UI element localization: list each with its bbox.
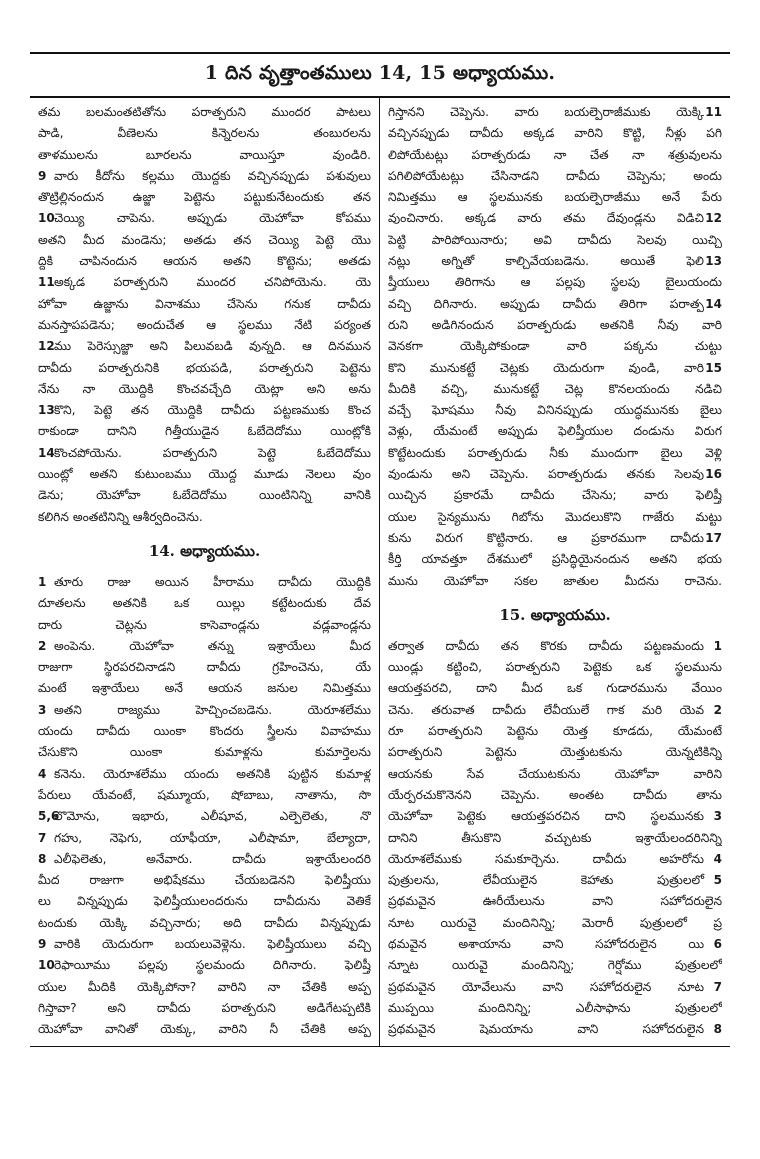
line-text: నట్లు అగ్నితో కాల్చివేయబడెను. అయితే ఫెలి: [388, 254, 704, 269]
text-line: [388, 700, 722, 721]
line-text: గహు, నెఫెగు, యాఫీయా, ఎలీషామా, బేల్యాదా,: [54, 830, 371, 845]
verse-number: 11: [38, 275, 55, 290]
line-text: రెఫాయీము పల్లపు స్థలమందు దిగినారు. ఫెలిష్తీ: [54, 958, 371, 973]
line-text: లిపోయేటట్లు పరాత్పరుడు నా చేత నా శత్రువులను: [388, 147, 722, 162]
line-text: కలిగిన అంతటినిన్ని ఆశీర్వదించెను.: [38, 509, 203, 524]
text-line: [38, 849, 371, 870]
text-line: [38, 593, 371, 614]
line-text: ఆయనకు సేవ చేయుటకును యెహోవా వారిని: [388, 766, 722, 781]
verse-number: 5,6: [38, 809, 60, 824]
text-line: [388, 549, 722, 570]
page: [30, 0, 730, 1047]
right-block-1: [388, 102, 722, 592]
line-text: న్నూట యిరువై మందినిన్ని; గెర్షోము పుత్రులలో: [388, 958, 722, 973]
line-text: యెహోవా పెట్టెకు ఆయత్తపరచిన దాని స్థలమునకు: [388, 809, 704, 824]
chapter-15-heading: 15. అధ్యాయము.: [499, 605, 611, 624]
text-line: [388, 294, 722, 315]
verse-number: 7: [38, 830, 47, 845]
line-text: దావీదు పరాత్పరునికి భయపడి, పరాత్పరుని పెట్టెను: [38, 360, 371, 375]
line-text: లు విన్నప్పుడు ఫెలిష్తీయులందరును దావీదును వెతికే: [38, 894, 371, 909]
line-text: రాజుగా స్థిరపరచినాడని దావీదు గ్రహించెను, యే: [38, 660, 371, 675]
text-line: [38, 913, 371, 934]
text-line: [38, 485, 371, 506]
line-text: వచ్చినప్పుడు దావీదు అక్కడ వారిని కొట్టి, నీళ్లు పగి: [388, 126, 722, 141]
line-text: యెరూశలేముకు సమకూర్చెను. దావీదు అహరోను: [388, 851, 704, 866]
text-line: [38, 828, 371, 849]
verse-number: 1: [38, 574, 47, 589]
left-column: [30, 98, 380, 1046]
chapter-14-heading: 14. అధ్యాయము.: [148, 541, 261, 560]
text-line: [388, 764, 722, 785]
text-line: [38, 1019, 371, 1040]
text-line: [388, 187, 722, 208]
line-text: మనస్తాపపడెను; అందుచేత ఆ స్థలము నేటి పర్యంత: [38, 317, 371, 332]
text-line: [388, 934, 722, 955]
line-text: ష్తీయులు తిరిగాను ఆ పల్లపు స్థలపు బైలుయందు: [388, 275, 722, 290]
line-text: చేసుకొని యింకా కుమాళ్లను కుమార్తెలను: [38, 745, 371, 760]
text-line: [388, 443, 722, 464]
text-line: [38, 443, 371, 464]
verse-number: 14: [38, 445, 55, 460]
line-text: టందుకు యెక్కి వచ్చినారు; అది దావీదు విన్నప్పుడు: [38, 915, 371, 930]
text-line: [388, 102, 722, 123]
line-text: వచ్చే ఘోషము నీవు వినినప్పుడు యుద్ధమునకు బైలు: [388, 403, 722, 418]
line-text: వారికి యెదురుగా బయలువెళ్లెను. ఫెలిష్తీయులు వచ్చి: [54, 936, 371, 951]
verse-number: 12: [705, 211, 722, 226]
verse-number: 6: [713, 936, 722, 951]
line-text: దూతలను అతనికి ఒక యిల్లు కట్టేటందుకు దేవ: [38, 596, 371, 611]
line-text: ప్రథమవైన యోవేలును వాని సహోదరులైన నూట: [388, 979, 704, 994]
line-text: పరాత్పరుని పెట్టెను యెత్తుటకును యెన్నటికిన్ని: [388, 745, 722, 760]
line-text: యింట్లో అతని కుటుంబము యొద్ద మూడు నెలలు వుం: [38, 467, 371, 482]
text-line: [38, 700, 371, 721]
verse-number: 12: [38, 339, 55, 354]
line-text: వెళ్లు, యేమంటే అప్పుడు ఫెలిష్తీయుల దండును విరుగ: [388, 424, 722, 439]
text-line: [388, 123, 722, 144]
line-text: దారు చెట్లను కాసెవాండ్లను వడ్లవాండ్లను: [38, 617, 371, 632]
text-line: [38, 721, 371, 742]
line-text: తర్వాత దావీదు తన కొరకు దావీదు పట్టణమందు: [388, 638, 704, 653]
line-text: మంటే ఇశ్రాయేలు అనే ఆయన జనుల నిమిత్తము: [38, 681, 371, 696]
text-line: [38, 870, 371, 891]
text-line: [38, 102, 371, 123]
text-line: [388, 507, 722, 528]
line-text: హోవా ఉజ్జాను వినాశము చేసెను గనుక దావీదు: [38, 296, 371, 311]
line-text: ఆయత్తపరచి, దాని మీద ఒక గుడారమును వేయిం: [388, 681, 722, 696]
line-text: వచ్చి దిగినారు. అప్పుడు దావీదు తిరిగా పరాత్ప: [388, 296, 704, 311]
line-text: తొట్రిల్లినందున ఉజ్జా పెట్టెను పట్టుకునేటందుకు తన: [38, 190, 371, 205]
line-text: యెహోవా వానితో యెక్కు, వారిని నీ చేతికి అప్ప: [38, 1022, 371, 1037]
text-line: [388, 208, 722, 229]
verse-number: 9: [38, 936, 47, 951]
text-line: [388, 528, 722, 549]
text-line: [388, 955, 722, 976]
text-line: [38, 891, 371, 912]
line-text: ము పెరెస్సుజ్జా అని పిలువబడి వున్నది. ఆ దినమున: [54, 339, 371, 354]
verse-number: 10: [38, 211, 55, 226]
text-line: [38, 955, 371, 976]
line-text: యందు దావీదు యింకా కొందరు స్త్రీలను వివాహము: [38, 724, 371, 739]
line-text: కీర్తి యావత్తూ దేశములో ప్రసిద్ధియైనందున అతని భయ: [388, 552, 722, 567]
text-line: [388, 336, 722, 357]
verse-number: 8: [713, 1022, 722, 1037]
text-line: [38, 358, 371, 379]
text-line: [388, 849, 722, 870]
line-text: అంపెను. యెహోవా తన్ను ఇశ్రాయేలు మీద: [54, 638, 371, 653]
text-line: [388, 166, 722, 187]
text-line: [38, 400, 371, 421]
text-line: [388, 678, 722, 699]
text-line: [38, 379, 371, 400]
text-line: [388, 272, 722, 293]
line-text: లొమోను, ఇభారు, ఎలీషూవ, ఎల్పెలెతు, నొ: [54, 809, 371, 824]
text-line: [38, 636, 371, 657]
text-line: [38, 764, 371, 785]
line-text: అతని మీద మండెను; అతడు తన చెయ్యి పెట్టె యొ: [38, 232, 371, 247]
text-line: [388, 913, 722, 934]
line-text: ఎలీఫెలెతు, అనేవారు. దావీదు ఇశ్రాయేలందరి: [54, 851, 371, 866]
text-line: [388, 379, 722, 400]
text-line: [38, 251, 371, 272]
line-text: మును యెహోవా సకల జాతుల మీదను రాచెను.: [388, 573, 722, 588]
line-text: కనెను. యెరూశలేము యందు అతనికి పుట్టిన కుమాళ్ల: [54, 766, 371, 781]
line-text: గిస్తానని చెప్పెను. వారు బయల్పెరాజీముకు యెక్కి: [388, 105, 704, 119]
verse-number: 2: [38, 638, 47, 653]
text-columns: [30, 98, 730, 1047]
right-block-2: [388, 636, 722, 1041]
line-text: నూట యిరువై మందినిన్ని; మెరారీ పుత్రులలో ప్ర: [388, 915, 722, 930]
line-text: రూ పరాత్పరుని పెట్టెను యెత్త కూడదు, యేమంటే: [388, 724, 722, 739]
text-line: [38, 678, 371, 699]
text-line: [388, 315, 722, 336]
verse-number: 2: [713, 702, 722, 717]
text-line: [388, 251, 722, 272]
text-line: [38, 572, 371, 593]
text-line: [388, 358, 722, 379]
line-text: యిండ్లు కట్టించి, పరాత్పరుని పెట్టెకు ఒక స్థలమును: [388, 660, 722, 675]
text-line: [38, 464, 371, 485]
text-line: [38, 166, 371, 187]
text-line: [38, 123, 371, 144]
verse-number: 4: [713, 851, 722, 866]
text-line: [38, 145, 371, 166]
text-line: [38, 998, 371, 1019]
text-line: [388, 891, 722, 912]
line-text: పగిలిపోయేటట్లు చేసినాడని దావీదు చెప్పెను; అందు: [388, 168, 722, 183]
line-text: తమ బలమంతటితోను పరాత్పరుని ముందర పాటలు: [38, 105, 371, 119]
text-line: [38, 187, 371, 208]
text-line: [38, 785, 371, 806]
line-text: కొట్టేటందుకు పరాత్పరుడు నీకు ముందుగా బైలు వెళ్లి: [388, 445, 722, 460]
line-text: నేను నా యొద్దికి కొంచవచ్చేది యెట్లా అని అను: [38, 381, 371, 396]
line-text: రుని అడిగినందున పరాత్పరుడు అతనికి నీవు వారి: [388, 317, 722, 332]
verse-number: 11: [705, 105, 722, 119]
text-line: [388, 145, 722, 166]
line-text: కొని మునుకట్టే చెట్లకు యెదురుగా వుండి, వారి: [388, 360, 704, 375]
line-text: తాళములను బూరలను వాయిస్తూ వుండిరి.: [38, 147, 371, 162]
text-line: [38, 977, 371, 998]
text-line: [38, 934, 371, 955]
line-text: యేర్పరచుకొనెనని చెప్పెను. అంతట దావీదు తాను: [388, 787, 722, 802]
verse-number: 17: [705, 530, 722, 545]
line-text: కును విరుగ కొట్టినారు. ఆ ప్రకారముగా దావీదు: [388, 530, 704, 545]
verse-number: 5: [713, 873, 722, 888]
verse-number: 1: [713, 638, 722, 653]
line-text: వుంచినారు. అక్కడ వారు తమ దేవుండ్లను విడిచి: [388, 211, 704, 226]
text-line: [388, 464, 722, 485]
line-text: దానిని తీసుకొని వచ్చుటకు ఇశ్రాయేలందరినిన్ని: [388, 830, 722, 845]
text-line: [38, 294, 371, 315]
line-text: రాకుండా దానిని గిత్తీయుడైన ఓబేదెదోము యింట్లోకి: [38, 424, 371, 439]
text-line: [38, 421, 371, 442]
text-line: [38, 208, 371, 229]
text-line: [388, 1019, 722, 1040]
text-line: [388, 485, 722, 506]
line-text: చెను. తరువాత దావీదు లేవీయులే గాక మరి యెవ: [388, 702, 704, 717]
text-line: [38, 742, 371, 763]
text-line: [38, 657, 371, 678]
text-line: [388, 636, 722, 657]
text-line: [388, 742, 722, 763]
verse-number: 13: [38, 403, 55, 418]
text-line: [38, 336, 371, 357]
verse-number: 15: [705, 360, 722, 375]
line-text: యిచ్చిన ప్రకారమే దావీదు చేసెను; వారు ఫెలిష్తీ: [388, 488, 722, 503]
line-text: అతని రాజ్యము హెచ్చించబడెను. యెరూశలేము: [54, 702, 371, 717]
text-line: [388, 828, 722, 849]
line-text: కొని, పెట్టె తన యొద్దికి దావీదు పట్టణముకు కొంచ: [54, 403, 371, 418]
line-text: ప్రథమవైన ఊరీయేలును వాని సహోదరులైన: [388, 894, 722, 909]
line-text: పాడి, వీణెలను కిన్నెరలను తంబురలను: [38, 126, 371, 141]
left-block-1: [38, 102, 371, 528]
line-text: ముప్పయి మందినిన్ని; ఎలీసాఫాను పుత్రులలో: [388, 1000, 722, 1015]
verse-number: 7: [713, 979, 722, 994]
line-text: పుత్రులను, లేవీయులైన కెహాతు పుత్రులలో: [388, 873, 704, 888]
right-column: [380, 98, 730, 1046]
line-text: అక్కడ పరాత్పరుని ముందర చనిపోయెను. యె: [54, 275, 371, 290]
verse-number: 9: [38, 168, 47, 183]
verse-number: 16: [705, 467, 722, 482]
text-line: [388, 806, 722, 827]
text-line: [38, 615, 371, 636]
page-header: [30, 52, 730, 98]
text-line: [388, 977, 722, 998]
verse-number: 13: [705, 254, 722, 269]
line-text: ద్దికి చాపినందున ఆయన అతని కొట్టెను; అతడు: [38, 254, 371, 269]
text-line: [38, 806, 371, 827]
text-line: [38, 315, 371, 336]
text-line: [388, 870, 722, 891]
line-text: డెను; యెహోవా ఓబేదెదోము యింటినిన్ని వానికి: [38, 488, 371, 503]
verse-number: 3: [38, 702, 47, 717]
line-text: గిస్తావా? అని దావీదు పరాత్పరుని అడిగేటప్పటికి: [38, 1000, 371, 1015]
line-text: వారు కీదోను కల్లము యొద్దకు వచ్చినప్పుడు పశువులు: [54, 168, 371, 183]
text-line: [388, 571, 722, 592]
verse-number: 3: [713, 809, 722, 824]
line-text: వెనకగా యెక్కిపోకుండా వారి పక్కను చుట్టు: [388, 339, 722, 354]
line-text: మీద రాజుగా అభిషేకము చేయబడెనని ఫెలిష్తీయు: [38, 873, 371, 888]
line-text: పేరులు యేవంటే, షమ్మూయ, షోబాబు, నాతాను, సొ: [38, 787, 371, 802]
line-text: పెట్టి పారిపోయినారు; అవి దావీదు సెలవు యిచ్చి: [388, 232, 722, 247]
text-line: [388, 785, 722, 806]
line-text: కొంచపోయెను. పరాత్పరుని పెట్టె ఓబేదెదోము: [54, 445, 371, 460]
verse-number: 8: [38, 851, 47, 866]
text-line: [38, 507, 371, 528]
line-text: చెయ్యి చాపెను. అప్పుడు యెహోవా కోపము: [54, 211, 371, 226]
text-line: [388, 421, 722, 442]
text-line: [38, 272, 371, 293]
line-text: ప్రథమవైన షెమయాను వాని సహోదరులైన: [388, 1022, 704, 1037]
line-text: థమవైన అశాయాను వాని సహోదరులైన యి: [388, 936, 704, 951]
page-title: 1 దిన వృత్తాంతములు 14, 15 అధ్యాయము.: [204, 61, 556, 84]
text-line: [388, 657, 722, 678]
text-line: [388, 400, 722, 421]
text-line: [388, 998, 722, 1019]
verse-number: 4: [38, 766, 47, 781]
verse-number: 14: [705, 296, 722, 311]
text-line: [388, 230, 722, 251]
line-text: యుల సైన్యమును గిబోను మొదలుకొని గాజేరు మట్టు: [388, 509, 722, 524]
line-text: యుల మీదికి యెక్కిపోనా? వారిని నా చేతికి అప్ప: [38, 979, 371, 994]
verse-number: 10: [38, 958, 55, 973]
text-line: [388, 721, 722, 742]
line-text: నిమిత్తము ఆ స్థలమునకు బయల్పెరాజీము అనే పేరు: [388, 190, 722, 205]
line-text: వుండును అని చెప్పెను. పరాత్పరుడు తనకు సెలవు: [388, 467, 704, 482]
line-text: తూరు రాజు అయిన హీరాము దావీదు యొద్దికి: [54, 574, 371, 589]
left-block-2: [38, 572, 371, 1041]
line-text: మీదికి వచ్చి, మునుకట్టే చెట్ల కొనలయందు నడిచి: [388, 381, 722, 396]
text-line: [38, 230, 371, 251]
